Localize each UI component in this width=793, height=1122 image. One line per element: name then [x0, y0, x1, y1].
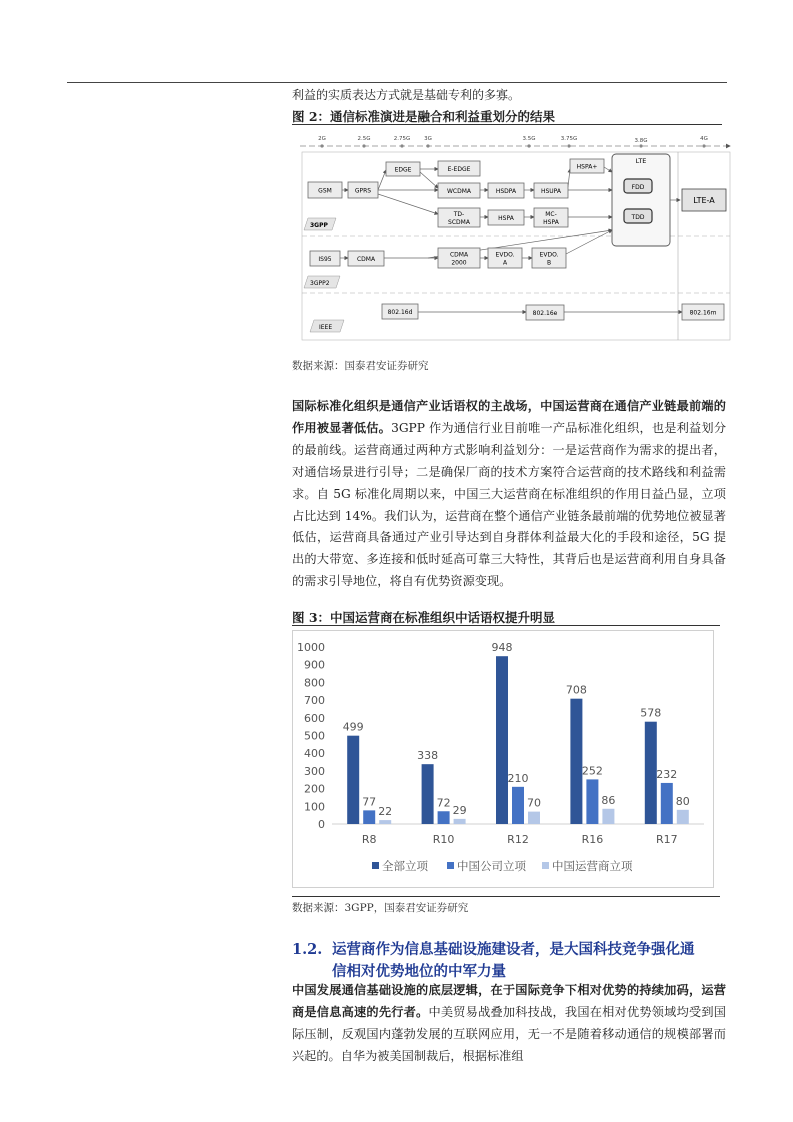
bar [363, 810, 375, 824]
bar [645, 722, 657, 824]
node-802-16d: 802.16d [387, 309, 413, 316]
paragraph-2-text: 中美贸易战叠加科技战，我国在相对优势领域均受到国际压制，反观国内蓬勃发展的互联网应用，无一不是随着移动通信的规模部署而兴起的。自华为被美国制裁后，根据标准组 [292, 1004, 726, 1063]
y-tick-label: 700 [304, 694, 325, 708]
x-tick-label: R8 [361, 833, 377, 846]
bar [586, 779, 598, 824]
legend-label: 中国公司立项 [457, 859, 526, 873]
data-label: 252 [581, 764, 603, 778]
node-td-scdma-line1: TD- [453, 211, 465, 218]
paragraph-1-text: 3GPP 作为通信行业目前唯一产品标准化组织，也是利益划分的最前线。运营商通过两种方式影响利益划分：一是运营商作为需求的提出者，对通信场景进行引导；二是确保厂商的技术方案符合运营商的技术路线和利益需求。自 5G 标准化周期以来，中国三大运营商在标准组织的作用日益凸显，立项占比达到 14%。我们认为，运营商在整个通信产业链条最前端的优势地位被显著低估，运营商具备通过产业引导达到自身群体利益最大化的手段和途径，5G 提出的大带宽、多连接和低时延高可靠三大特性，其背后也是运营商利用自身具备的需求引导地位，将自有优势资源变现。 [292, 420, 727, 589]
y-tick-label: 500 [304, 729, 325, 743]
section-number: 1.2. [292, 941, 323, 958]
data-label: 22 [378, 805, 393, 819]
data-label: 77 [362, 795, 377, 809]
x-tick-label: R16 [581, 833, 604, 846]
node-is95: IS95 [318, 256, 332, 263]
section-title-line2: 信相对优势地位的中军力量 [332, 963, 506, 980]
gen-3g: 3G [424, 136, 432, 142]
x-tick-label: R12 [507, 833, 529, 846]
node-cdma2000-line1: CDMA [449, 251, 469, 259]
bar [422, 764, 434, 824]
bar-chart [292, 630, 714, 888]
legend-label: 全部立项 [382, 859, 428, 873]
y-tick-label: 800 [304, 676, 325, 690]
bar [602, 809, 614, 824]
node-mc-hspa-line2: HSPA [543, 219, 559, 226]
node-802-16m: 802.16m [689, 309, 717, 317]
gen-3-75g: 3.75G [560, 136, 578, 142]
y-tick-label: 600 [304, 711, 325, 725]
data-label: 72 [436, 796, 451, 810]
bar [661, 783, 673, 824]
data-label: 578 [640, 706, 662, 720]
section-title-line1: 运营商作为信息基础设施建设者，是大国科技竞争强化通 [332, 941, 695, 958]
y-tick-label: 900 [304, 658, 325, 672]
y-tick-label: 0 [318, 818, 325, 831]
gen-2g: 2G [318, 136, 326, 142]
bar [496, 656, 508, 824]
lane-3gpp-label: 3GPP [310, 222, 328, 229]
legend-label: 中国运营商立项 [552, 859, 633, 873]
figure3-rule [292, 625, 720, 626]
paragraph-1-bold: 国际标准化组织是通信产业话语权的主战场，中国运营商在通信产业链最前端的作用被显著低估。 [292, 399, 726, 435]
bar [512, 787, 524, 824]
node-802-16e: 802.16e [532, 310, 558, 317]
gen-3-5g: 3.5G [522, 136, 536, 142]
gen-2-5g: 2.5G [357, 136, 371, 142]
lane-3gpp2-label: 3GPP2 [310, 280, 330, 287]
node-cdma2000-line2: 2000 [451, 259, 467, 267]
legend-swatch [372, 862, 379, 869]
bar [570, 699, 582, 824]
data-label: 70 [527, 796, 541, 810]
node-gsm: GSM [318, 187, 332, 195]
node-evdo-a-line1: EVDO. [495, 251, 515, 259]
intro-line: 利益的实质表达方式就是基础专利的多寡。 [292, 88, 521, 102]
data-label: 80 [675, 794, 690, 808]
y-tick-label: 300 [304, 764, 325, 778]
gen-2-75g: 2.75G [393, 136, 411, 142]
node-cdma: CDMA [356, 256, 376, 263]
y-tick-label: 200 [304, 782, 325, 796]
lte-label: LTE [635, 157, 647, 165]
figure3-source: 数据来源：3GPP，国泰君安证券研究 [292, 902, 469, 914]
bar [379, 820, 391, 824]
node-lte-a: LTE-A [693, 196, 715, 205]
data-label: 86 [601, 793, 616, 807]
node-hspa: HSPA [498, 215, 514, 222]
header-rule [67, 82, 727, 83]
figure2-rule [292, 124, 722, 125]
section-heading [292, 939, 732, 983]
node-edge: EDGE [394, 166, 412, 174]
lane-ieee-label: IEEE [319, 324, 333, 331]
data-label: 210 [507, 771, 529, 785]
node-evdo-b-line2: B [546, 259, 552, 267]
figure3-title: 图 3：中国运营商在标准组织中话语权提升明显 [292, 610, 556, 625]
node-wcdma: WCDMA [446, 188, 472, 195]
gen-3-8g: 3.8G [634, 138, 648, 144]
node-evdo-b-line1: EVDO. [539, 251, 559, 259]
data-label: 708 [565, 683, 587, 697]
data-label: 232 [656, 767, 678, 781]
bar [528, 812, 540, 824]
node-td-scdma-line2: SCDMA [448, 219, 470, 226]
figure2-source: 数据来源：国泰君安证券研究 [292, 360, 429, 372]
x-tick-label: R17 [655, 833, 678, 846]
data-label: 948 [491, 641, 513, 655]
node-hsupa: HSUPA [540, 188, 562, 195]
legend-swatch [542, 862, 549, 869]
data-label: 29 [452, 803, 467, 817]
figure3-bottom-rule [292, 896, 720, 897]
standards-evolution-diagram [300, 132, 736, 342]
node-fdd: FDD [631, 184, 645, 191]
y-tick-label: 1000 [297, 641, 325, 654]
bar [454, 819, 466, 824]
bar [347, 736, 359, 824]
node-hspa-plus: HSPA+ [576, 163, 598, 171]
node-tdd: TDD [631, 214, 645, 221]
bar [677, 810, 689, 824]
paragraph-2 [292, 980, 726, 1068]
node-hsdpa: HSDPA [495, 188, 517, 195]
gen-4g: 4G [700, 136, 708, 142]
x-tick-label: R10 [432, 833, 455, 846]
paragraph-1 [292, 396, 726, 593]
bar [438, 811, 450, 824]
node-gprs: GPRS [354, 187, 372, 195]
figure2-title: 图 2：通信标准演进是融合和利益重划分的结果 [292, 109, 556, 124]
data-label: 338 [417, 749, 439, 763]
node-e-edge: E-EDGE [447, 166, 471, 173]
y-tick-label: 100 [304, 800, 325, 814]
y-tick-label: 400 [304, 747, 325, 761]
data-label: 499 [342, 720, 364, 734]
legend-swatch [447, 862, 454, 869]
paragraph-2-bold: 中国发展通信基础设施的底层逻辑，在于国际竞争下相对优势的持续加码，运营商是信息高速的先行者。 [292, 983, 726, 1019]
node-mc-hspa-line1: MC- [545, 211, 557, 218]
node-evdo-a-line2: A [502, 259, 508, 267]
